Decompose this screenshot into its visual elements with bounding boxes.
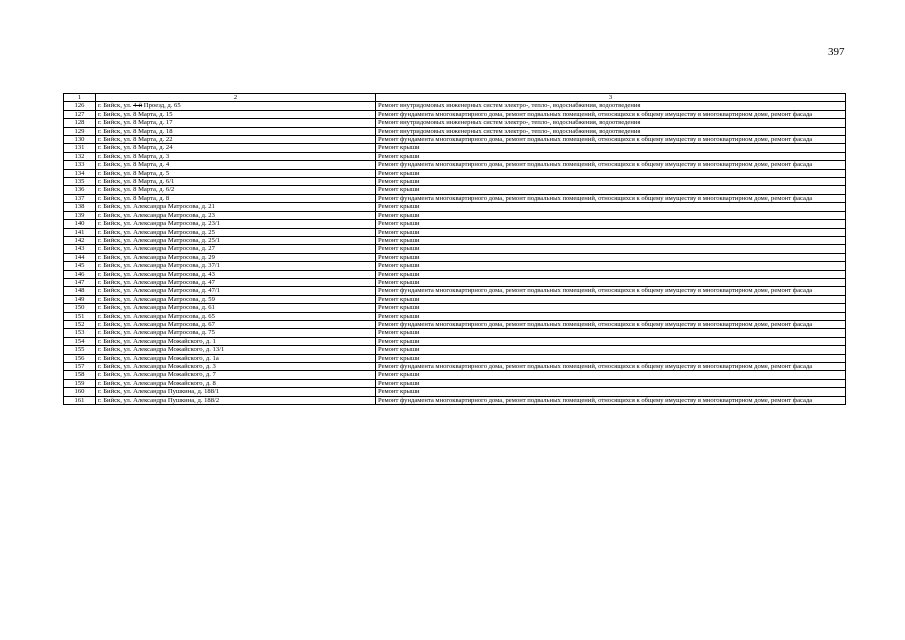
- row-address: г. Бийск, ул. 8 Марта, д. 17: [96, 119, 376, 127]
- row-number: 127: [64, 110, 96, 118]
- table-row: [64, 329, 846, 337]
- row-address: г. Бийск, ул. Александра Матросова, д. 23: [96, 211, 376, 219]
- table-row: [64, 136, 846, 144]
- table-row: [64, 287, 846, 295]
- table-body: [64, 102, 846, 405]
- row-work-type: Ремонт фундамента многоквартирного дома, ремонт подвальных помещений, относящихся к общему имуществу в многоквартирном доме, ремонт фасада: [376, 396, 846, 404]
- table-row: [64, 186, 846, 194]
- row-work-type: Ремонт крыши: [376, 236, 846, 244]
- table-row: [64, 253, 846, 261]
- row-work-type: Ремонт крыши: [376, 178, 846, 186]
- row-number: 141: [64, 228, 96, 236]
- table-row: [64, 236, 846, 244]
- row-number: 147: [64, 278, 96, 286]
- row-address: г. Бийск, ул. Александра Матросова, д. 65: [96, 312, 376, 320]
- table-row: [64, 262, 846, 270]
- row-work-type: Ремонт крыши: [376, 262, 846, 270]
- table-row: [64, 152, 846, 160]
- row-number: 157: [64, 363, 96, 371]
- table-row: [64, 312, 846, 320]
- row-number: 159: [64, 379, 96, 387]
- row-work-type: Ремонт крыши: [376, 203, 846, 211]
- row-address: г. Бийск, ул. Александра Матросова, д. 21: [96, 203, 376, 211]
- row-number: 135: [64, 178, 96, 186]
- table-row: [64, 144, 846, 152]
- row-address: г. Бийск, ул. Александра Можайского, д. 7: [96, 371, 376, 379]
- row-number: 134: [64, 169, 96, 177]
- row-number: 161: [64, 396, 96, 404]
- page-number: 397: [828, 46, 845, 58]
- row-address: г. Бийск, ул. 8 Марта, д. 6/2: [96, 186, 376, 194]
- row-address: г. Бийск, ул. Александра Матросова, д. 67: [96, 320, 376, 328]
- table-row: [64, 396, 846, 404]
- row-number: 143: [64, 245, 96, 253]
- row-address: г. Бийск, ул. Александра Можайского, д. 13/1: [96, 346, 376, 354]
- row-number: 145: [64, 262, 96, 270]
- row-work-type: Ремонт крыши: [376, 371, 846, 379]
- table-row: [64, 388, 846, 396]
- row-number: 126: [64, 102, 96, 110]
- table-row: [64, 278, 846, 286]
- row-address: г. Бийск, ул. Александра Матросова, д. 43: [96, 270, 376, 278]
- row-address: г. Бийск, ул. 8 Марта, д. 5: [96, 169, 376, 177]
- row-address: г. Бийск, ул. 8 Марта, д. 6/1: [96, 178, 376, 186]
- row-number: 154: [64, 337, 96, 345]
- row-work-type: Ремонт фундамента многоквартирного дома, ремонт подвальных помещений, относящихся к общему имуществу в многоквартирном доме, ремонт фасада: [376, 136, 846, 144]
- table-row: [64, 102, 846, 110]
- table-row: [64, 110, 846, 118]
- row-number: 137: [64, 194, 96, 202]
- row-work-type: Ремонт внутридомовых инженерных систем электро-, тепло-, водоснабжения, водоотведения: [376, 119, 846, 127]
- repair-table: [63, 93, 846, 405]
- column-header-2: 2: [96, 94, 376, 102]
- row-number: 160: [64, 388, 96, 396]
- table-row: [64, 194, 846, 202]
- address-struck-part: 4-й: [133, 102, 143, 110]
- table-header-row: [64, 94, 846, 102]
- row-number: 136: [64, 186, 96, 194]
- table-row: [64, 228, 846, 236]
- row-address: г. Бийск, ул. Александра Матросова, д. 29: [96, 253, 376, 261]
- row-address: г. Бийск, ул. Александра Матросова, д. 37/1: [96, 262, 376, 270]
- row-number: 131: [64, 144, 96, 152]
- row-address: г. Бийск, ул. Александра Матросова, д. 59: [96, 295, 376, 303]
- table-row: [64, 379, 846, 387]
- row-address: г. Бийск, ул. Александра Матросова, д. 25/1: [96, 236, 376, 244]
- row-address: г. Бийск, ул. Александра Пушкина, д. 188/2: [96, 396, 376, 404]
- row-address: г. Бийск, ул. Александра Можайского, д. 8: [96, 379, 376, 387]
- row-number: 140: [64, 220, 96, 228]
- row-work-type: Ремонт крыши: [376, 228, 846, 236]
- row-work-type: Ремонт крыши: [376, 312, 846, 320]
- row-work-type: Ремонт крыши: [376, 253, 846, 261]
- table-row: [64, 354, 846, 362]
- row-number: 138: [64, 203, 96, 211]
- row-address: г. Бийск, ул. 8 Марта, д. 15: [96, 110, 376, 118]
- row-work-type: Ремонт фундамента многоквартирного дома, ремонт подвальных помещений, относящихся к общему имуществу в многоквартирном доме, ремонт фасада: [376, 110, 846, 118]
- row-work-type: Ремонт внутридомовых инженерных систем электро-, тепло-, водоснабжения, водоотведения: [376, 127, 846, 135]
- row-number: 149: [64, 295, 96, 303]
- row-work-type: Ремонт крыши: [376, 337, 846, 345]
- row-number: 148: [64, 287, 96, 295]
- row-number: 144: [64, 253, 96, 261]
- row-work-type: Ремонт крыши: [376, 346, 846, 354]
- row-number: 130: [64, 136, 96, 144]
- row-work-type: Ремонт крыши: [376, 329, 846, 337]
- address-part: г. Бийск, ул.: [98, 102, 134, 110]
- row-number: 158: [64, 371, 96, 379]
- row-number: 151: [64, 312, 96, 320]
- table-row: [64, 320, 846, 328]
- row-number: 155: [64, 346, 96, 354]
- row-address: г. Бийск, ул. Александра Пушкина, д. 188/1: [96, 388, 376, 396]
- row-work-type: Ремонт фундамента многоквартирного дома, ремонт подвальных помещений, относящихся к общему имуществу в многоквартирном доме, ремонт фасада: [376, 320, 846, 328]
- row-work-type: Ремонт крыши: [376, 211, 846, 219]
- row-address: г. Бийск, ул. 8 Марта, д. 4: [96, 161, 376, 169]
- table-row: [64, 245, 846, 253]
- table-row: [64, 346, 846, 354]
- row-work-type: Ремонт крыши: [376, 295, 846, 303]
- row-number: 156: [64, 354, 96, 362]
- row-number: 152: [64, 320, 96, 328]
- row-address: г. Бийск, ул. Александра Можайского, д. 1: [96, 337, 376, 345]
- row-address: г. Бийск, ул. Александра Матросова, д. 23/1: [96, 220, 376, 228]
- row-address: г. Бийск, ул. Александра Матросова, д. 47/1: [96, 287, 376, 295]
- row-number: 150: [64, 304, 96, 312]
- row-work-type: Ремонт крыши: [376, 152, 846, 160]
- row-number: 132: [64, 152, 96, 160]
- table-row: [64, 304, 846, 312]
- table-row: [64, 203, 846, 211]
- table-row: [64, 220, 846, 228]
- row-work-type: Ремонт крыши: [376, 278, 846, 286]
- row-address: г. Бийск, ул. Александра Матросова, д. 27: [96, 245, 376, 253]
- row-work-type: Ремонт фундамента многоквартирного дома, ремонт подвальных помещений, относящихся к общему имуществу в многоквартирном доме, ремонт фасада: [376, 363, 846, 371]
- row-number: 142: [64, 236, 96, 244]
- row-work-type: Ремонт фундамента многоквартирного дома, ремонт подвальных помещений, относящихся к общему имуществу в многоквартирном доме, ремонт фасада: [376, 194, 846, 202]
- table-row: [64, 169, 846, 177]
- row-address: г. Бийск, ул. Александра Матросова, д. 61: [96, 304, 376, 312]
- table-row: [64, 295, 846, 303]
- row-work-type: Ремонт фундамента многоквартирного дома, ремонт подвальных помещений, относящихся к общему имуществу в многоквартирном доме, ремонт фасада: [376, 161, 846, 169]
- row-address: г. Бийск, ул. 8 Марта, д. 24: [96, 144, 376, 152]
- row-address: г. Бийск, ул. 8 Марта, д. 18: [96, 127, 376, 135]
- table-row: [64, 270, 846, 278]
- row-address: [96, 102, 376, 110]
- row-number: 139: [64, 211, 96, 219]
- table-row: [64, 119, 846, 127]
- row-work-type: Ремонт крыши: [376, 354, 846, 362]
- address-part: Проезд, д. 65: [142, 102, 181, 110]
- row-number: 128: [64, 119, 96, 127]
- row-number: 153: [64, 329, 96, 337]
- row-work-type: Ремонт крыши: [376, 304, 846, 312]
- row-work-type: Ремонт внутридомовых инженерных систем электро-, тепло-, водоснабжения, водоотведения: [376, 102, 846, 110]
- row-number: 146: [64, 270, 96, 278]
- table-row: [64, 178, 846, 186]
- row-address: г. Бийск, ул. Александра Матросова, д. 47: [96, 278, 376, 286]
- row-address: г. Бийск, ул. 8 Марта, д. 3: [96, 152, 376, 160]
- row-work-type: Ремонт крыши: [376, 379, 846, 387]
- table-row: [64, 211, 846, 219]
- row-work-type: Ремонт фундамента многоквартирного дома, ремонт подвальных помещений, относящихся к общему имуществу в многоквартирном доме, ремонт фасада: [376, 287, 846, 295]
- row-address: г. Бийск, ул. 8 Марта, д. 8: [96, 194, 376, 202]
- row-work-type: Ремонт крыши: [376, 245, 846, 253]
- table-row: [64, 337, 846, 345]
- row-work-type: Ремонт крыши: [376, 144, 846, 152]
- row-work-type: Ремонт крыши: [376, 388, 846, 396]
- row-work-type: Ремонт крыши: [376, 270, 846, 278]
- row-address: г. Бийск, ул. Александра Матросова, д. 25: [96, 228, 376, 236]
- row-number: 133: [64, 161, 96, 169]
- row-address: г. Бийск, ул. Александра Можайского, д. 3: [96, 363, 376, 371]
- row-number: 129: [64, 127, 96, 135]
- row-work-type: Ремонт крыши: [376, 220, 846, 228]
- row-work-type: Ремонт крыши: [376, 186, 846, 194]
- row-address: г. Бийск, ул. 8 Марта, д. 22: [96, 136, 376, 144]
- column-header-3: 3: [376, 94, 846, 102]
- row-address: г. Бийск, ул. Александра Можайского, д. 1а: [96, 354, 376, 362]
- table-row: [64, 127, 846, 135]
- row-address: г. Бийск, ул. Александра Матросова, д. 75: [96, 329, 376, 337]
- table-row: [64, 161, 846, 169]
- table-row: [64, 371, 846, 379]
- table-row: [64, 363, 846, 371]
- column-header-1: 1: [64, 94, 96, 102]
- row-work-type: Ремонт крыши: [376, 169, 846, 177]
